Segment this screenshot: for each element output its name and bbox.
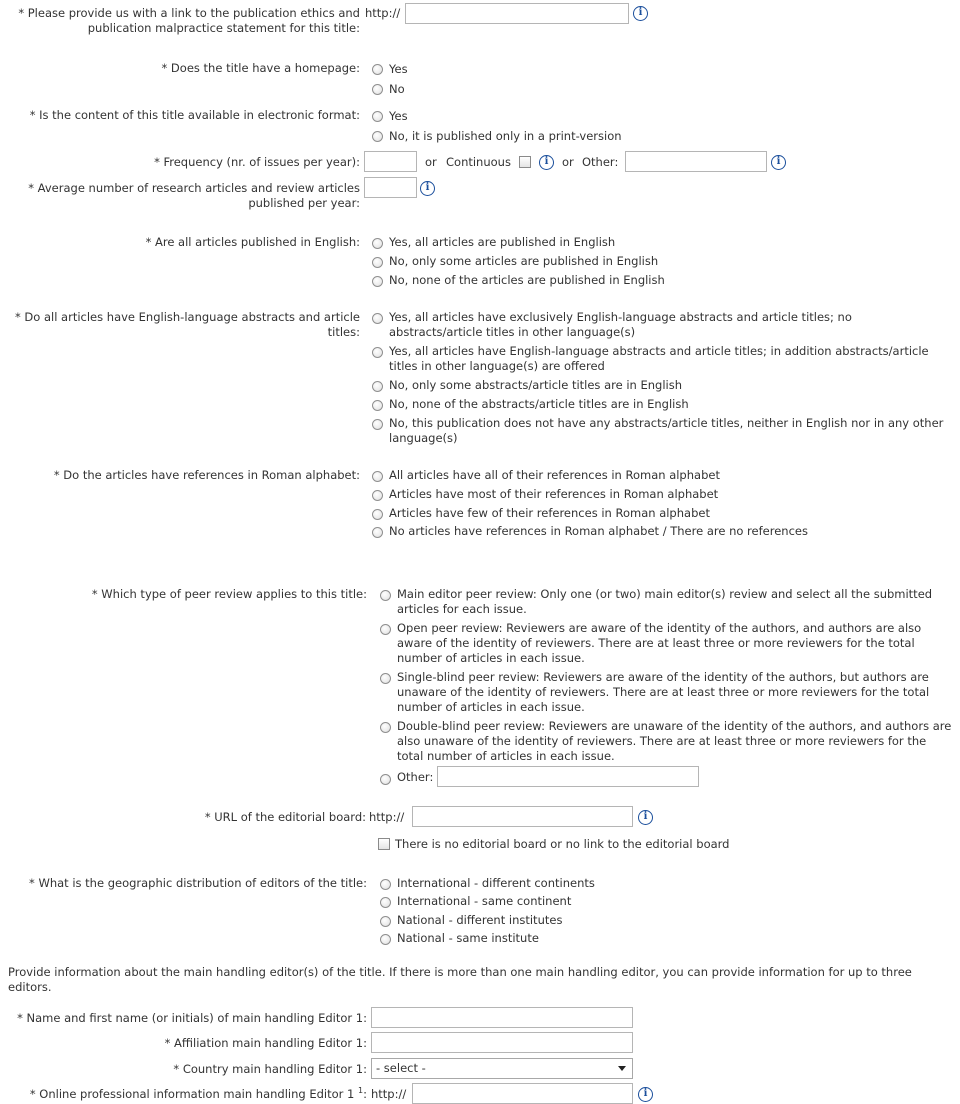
geo-option-radio[interactable] bbox=[380, 916, 391, 927]
geo-option-radio[interactable] bbox=[380, 897, 391, 908]
peer-review-other-input[interactable] bbox=[437, 766, 699, 787]
abstracts-option-radio[interactable] bbox=[372, 400, 383, 411]
peer-review-option-radio[interactable] bbox=[380, 624, 391, 635]
electronic-yes-label: Yes bbox=[389, 109, 408, 123]
editor1-online-input[interactable] bbox=[412, 1083, 633, 1104]
roman-option-label: Articles have most of their references in Roman alphabet bbox=[389, 487, 719, 501]
geo-label: * What is the geographic distribution of editors of the title: bbox=[29, 876, 367, 890]
footnote-marker: 1 bbox=[358, 1086, 364, 1096]
frequency-label: * Frequency (nr. of issues per year): bbox=[154, 155, 360, 169]
editor1-affiliation-input[interactable] bbox=[371, 1032, 633, 1053]
roman-option-radio[interactable] bbox=[372, 471, 383, 482]
homepage-no-radio[interactable] bbox=[372, 84, 383, 95]
geo-option-label: National - different institutes bbox=[397, 913, 563, 927]
electronic-yes-radio[interactable] bbox=[372, 111, 383, 122]
info-icon[interactable]: i bbox=[638, 1087, 653, 1102]
peer-review-other-label: Other: bbox=[397, 770, 434, 784]
editor1-online-label-colon: : bbox=[363, 1087, 367, 1101]
english-option-label: No, none of the articles are published in English bbox=[389, 273, 665, 287]
abstracts-option-label: Yes, all articles have exclusively English-language abstracts and article titles; no abstracts/article titles in other language(s) bbox=[389, 310, 852, 339]
roman-option-label: All articles have all of their references in Roman alphabet bbox=[389, 468, 720, 482]
editor1-affiliation-label: * Affiliation main handling Editor 1: bbox=[164, 1036, 367, 1050]
peer-review-label: * Which type of peer review applies to this title: bbox=[91, 587, 367, 601]
peer-review-option-radio[interactable] bbox=[380, 673, 391, 684]
homepage-label: * Does the title have a homepage: bbox=[161, 61, 360, 75]
geo-option-label: International - same continent bbox=[397, 894, 572, 908]
frequency-or-2: or bbox=[562, 155, 574, 169]
electronic-no-radio[interactable] bbox=[372, 131, 383, 142]
ethics-prefix: http:// bbox=[365, 6, 401, 20]
homepage-no-label: No bbox=[389, 82, 405, 96]
ethics-url-input[interactable] bbox=[405, 3, 629, 24]
info-icon[interactable]: i bbox=[420, 181, 435, 196]
homepage-yes-label: Yes bbox=[389, 62, 408, 76]
peer-review-option-label: Main editor peer review: Only one (or two) main editor(s) review and select all the submitted articles for each issue. bbox=[397, 587, 933, 616]
info-icon[interactable]: i bbox=[539, 155, 554, 170]
english-option-radio[interactable] bbox=[372, 276, 383, 287]
board-url-prefix: http:// bbox=[369, 810, 405, 824]
ethics-label: * Please provide us with a link to the publication ethics and publication malpractice statement for this title: bbox=[18, 6, 360, 35]
frequency-other-input[interactable] bbox=[625, 151, 767, 172]
editor1-name-label: * Name and first name (or initials) of main handling Editor 1: bbox=[17, 1011, 367, 1025]
roman-label: * Do the articles have references in Roman alphabet: bbox=[53, 468, 360, 482]
frequency-or-1: or bbox=[425, 155, 437, 169]
abstracts-option-label: No, none of the abstracts/article titles are in English bbox=[389, 397, 689, 411]
peer-review-option-radio[interactable] bbox=[380, 590, 391, 601]
info-icon[interactable]: i bbox=[638, 810, 653, 825]
peer-review-other-radio[interactable] bbox=[380, 774, 391, 785]
editor1-online-label bbox=[0, 1087, 367, 1102]
editor1-name-input[interactable] bbox=[371, 1007, 633, 1028]
info-icon[interactable]: i bbox=[633, 6, 648, 21]
editor-intro-text: Provide information about the main handling editor(s) of the title. If there is more than one main handling editor, you can provide information for up to three editors. bbox=[8, 965, 912, 994]
frequency-other-label: Other: bbox=[582, 155, 619, 169]
roman-option-radio[interactable] bbox=[372, 527, 383, 538]
peer-review-option-label: Open peer review: Reviewers are aware of the identity of the authors, and authors are also aware of the identity of reviewers. There are at least three or more reviewers for the total number of articles in each issue. bbox=[397, 621, 922, 665]
average-input[interactable] bbox=[364, 177, 417, 198]
geo-option-label: National - same institute bbox=[397, 931, 539, 945]
abstracts-option-label: No, only some abstracts/article titles are in English bbox=[389, 378, 682, 392]
abstracts-option-radio[interactable] bbox=[372, 381, 383, 392]
roman-option-radio[interactable] bbox=[372, 509, 383, 520]
roman-option-radio[interactable] bbox=[372, 490, 383, 501]
english-option-label: Yes, all articles are published in English bbox=[389, 235, 616, 249]
abstracts-option-radio[interactable] bbox=[372, 313, 383, 324]
abstracts-label: * Do all articles have English-language abstracts and article titles: bbox=[15, 310, 360, 339]
frequency-input[interactable] bbox=[364, 151, 417, 172]
electronic-label: * Is the content of this title available in electronic format: bbox=[29, 108, 360, 122]
geo-option-radio[interactable] bbox=[380, 934, 391, 945]
electronic-no-label: No, it is published only in a print-version bbox=[389, 129, 622, 143]
english-option-label: No, only some articles are published in English bbox=[389, 254, 659, 268]
peer-review-option-label: Single-blind peer review: Reviewers are aware of the identity of the authors, but authors are unaware of the identity of reviewers. There are at least three or more reviewers for the total number of articles in each issue. bbox=[397, 670, 930, 714]
editor1-country-value: - select - bbox=[376, 1061, 426, 1075]
board-url-label: * URL of the editorial board: bbox=[204, 810, 366, 824]
abstracts-option-radio[interactable] bbox=[372, 347, 383, 358]
peer-review-option-label: Double-blind peer review: Reviewers are unaware of the identity of the authors, and authors are also unaware of the identity of reviewers. There are at least three or more reviewers for the total number of articles in each issue. bbox=[397, 719, 952, 763]
abstracts-option-label: Yes, all articles have English-language abstracts and article titles; in addition abstracts/article titles in other language(s) are offered bbox=[389, 344, 929, 373]
no-board-label: There is no editorial board or no link to the editorial board bbox=[395, 837, 730, 851]
no-board-checkbox[interactable] bbox=[378, 838, 390, 850]
board-url-input[interactable] bbox=[412, 806, 633, 827]
editor1-online-label-text: * Online professional information main handling Editor 1 bbox=[29, 1087, 355, 1101]
roman-option-label: Articles have few of their references in Roman alphabet bbox=[389, 506, 710, 520]
homepage-yes-radio[interactable] bbox=[372, 64, 383, 75]
continuous-label: Continuous bbox=[446, 155, 511, 169]
chevron-down-icon bbox=[618, 1066, 626, 1071]
abstracts-option-label: No, this publication does not have any abstracts/article titles, neither in English nor in any other language(s) bbox=[389, 416, 944, 445]
roman-option-label: No articles have references in Roman alphabet / There are no references bbox=[389, 524, 808, 538]
editor1-country-label: * Country main handling Editor 1: bbox=[173, 1062, 367, 1076]
english-option-radio[interactable] bbox=[372, 257, 383, 268]
editor1-online-prefix: http:// bbox=[371, 1087, 407, 1101]
info-icon[interactable]: i bbox=[771, 155, 786, 170]
geo-option-label: International - different continents bbox=[397, 876, 595, 890]
geo-option-radio[interactable] bbox=[380, 879, 391, 890]
average-label: * Average number of research articles and review articles published per year: bbox=[28, 181, 360, 210]
editor1-country-select[interactable] bbox=[371, 1058, 633, 1079]
peer-review-option-radio[interactable] bbox=[380, 722, 391, 733]
english-option-radio[interactable] bbox=[372, 238, 383, 249]
continuous-checkbox[interactable] bbox=[519, 156, 531, 168]
english-label: * Are all articles published in English: bbox=[145, 235, 360, 249]
abstracts-option-radio[interactable] bbox=[372, 419, 383, 430]
